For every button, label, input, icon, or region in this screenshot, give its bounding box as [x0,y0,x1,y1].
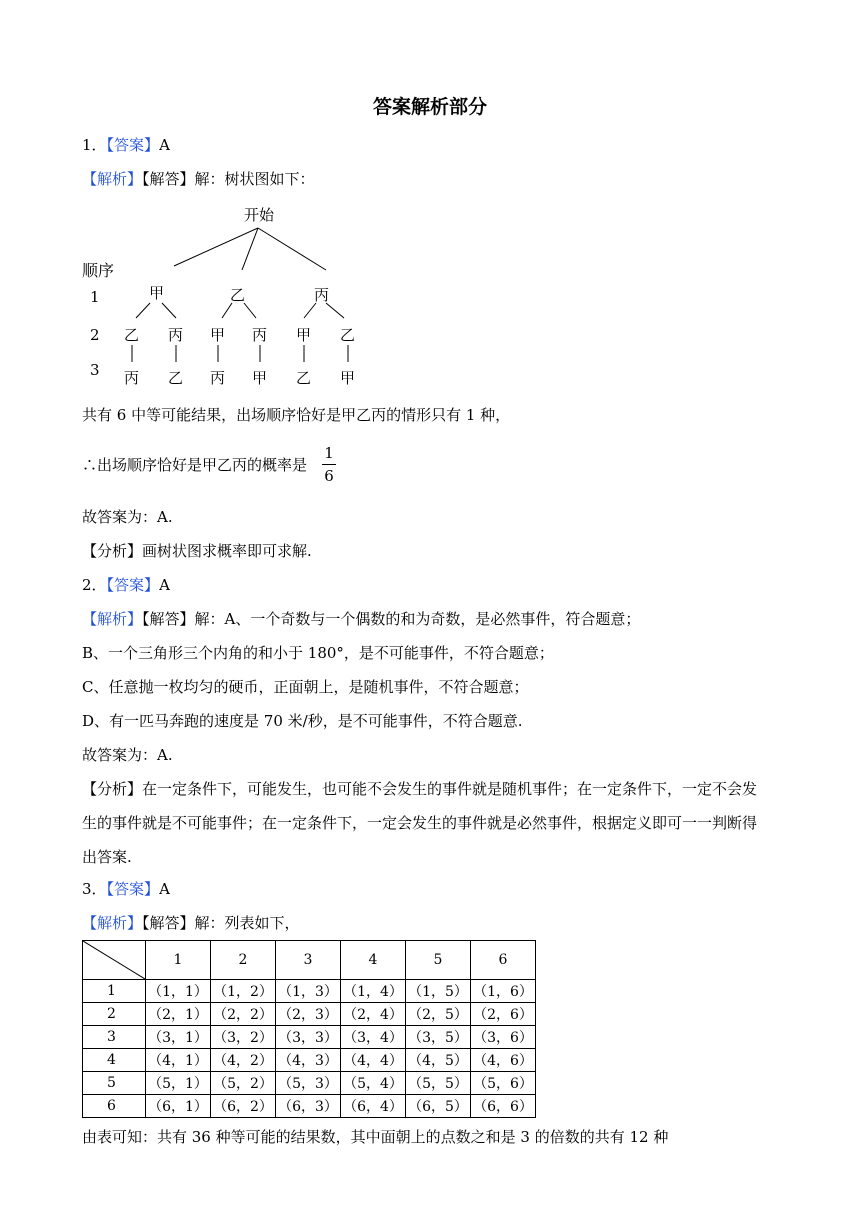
table-cell: （4，3） [276,1049,341,1072]
tree-node: 丙 [210,369,226,387]
table-cell: （2，6） [471,1003,536,1026]
table-cell: （3，1） [146,1026,211,1049]
table-cell: （4，5） [406,1049,471,1072]
table-cell: （2，5） [406,1003,471,1026]
fraction-denominator: 6 [324,467,334,485]
q3-analysis-tag: 【解析】 [82,914,143,932]
table-cell: （4，1） [146,1049,211,1072]
table-cell: （1，5） [406,980,471,1003]
q3-result-line: 由表可知：共有 36 种等可能的结果数，其中面朝上的点数之和是 3 的倍数的共有 12 种 [82,1128,669,1146]
tree-node: 丙 [314,286,330,304]
table-header-cell: 6 [471,941,536,980]
table-cell: （3，2） [211,1026,276,1049]
q1-analysis-tag: 【解析】 [82,170,143,188]
q3-answer-tag: 【答案】 [106,880,160,898]
tree-node: 甲 [296,326,312,344]
q1-fenxi-line [82,540,312,562]
q1-solution-tag: 【解答】 [142,170,195,188]
q1-analysis-line [82,168,315,190]
table-row [83,980,536,1003]
q3-answer-line [82,878,170,900]
table-cell: （4，6） [471,1049,536,1072]
q2-line-a: 解：A、一个奇数与一个偶数的和为奇数，是必然事件，符合题意； [194,610,641,628]
table-header-cell: 1 [146,941,211,980]
table-header-cell: 5 [406,941,471,980]
table-cell: （1，4） [341,980,406,1003]
table-row-label: 5 [83,1072,146,1095]
q3-answer: A [159,880,170,898]
table-cell: （1，3） [276,980,341,1003]
q2-answer: A [159,576,170,594]
fraction-bar [322,464,336,465]
table-row [83,1003,536,1026]
table-header-cell: 3 [276,941,341,980]
q1-answer-line [82,134,170,156]
table-cell: （6，3） [276,1095,341,1118]
table-cell: （4，4） [341,1049,406,1072]
q2-line-c: C、任意抛一枚均匀的硬币，正面朝上，是随机事件，不符合题意； [82,678,529,696]
table-cell: （5，2） [211,1072,276,1095]
table-cell: （2，3） [276,1003,341,1026]
q2-line-d: D、有一匹马奔跑的速度是 70 米/秒，是不可能事件，不符合题意. [82,712,523,730]
q2-solution-tag: 【解答】 [142,610,195,628]
table-cell: （6，2） [211,1095,276,1118]
tree-order-label: 顺序 [82,261,115,280]
table-cell: （1，2） [211,980,276,1003]
tree-node: 乙 [296,369,312,387]
table-corner [83,941,146,980]
q3-number: 3． [82,880,107,898]
q1-number: 1． [82,136,107,154]
table-row [83,1072,536,1095]
q1-prob-fraction [322,444,336,485]
page-title: 答案解析部分 [372,96,487,118]
table-header-row [83,941,536,980]
q2-fenxi-1: 在一定条件下，可能发生，也可能不会发生的事件就是随机事件；在一定条件下，一定不会发 [142,780,758,798]
q2-fenxi-line-1 [82,778,757,800]
q2-fenxi-line-3: 出答案. [82,848,132,866]
q2-line-b: B、一个三角形三个内角的和小于 180°，是不可能事件，不符合题意； [82,644,554,662]
tree-node: 甲 [252,369,268,387]
table-row-label: 1 [83,980,146,1003]
table-row-label: 6 [83,1095,146,1118]
q1-result-line: 共有 6 中等可能结果，出场顺序恰好是甲乙丙的情形只有 1 种， [82,406,511,424]
tree-level-1: 1 [90,288,100,306]
table-cell: （6，5） [406,1095,471,1118]
q1-conclusion: 故答案为：A. [82,508,173,526]
q2-conclusion: 故答案为：A. [82,746,173,764]
table-cell: （5，1） [146,1072,211,1095]
table-cell: （4，2） [211,1049,276,1072]
table-cell: （3，5） [406,1026,471,1049]
q1-answer-tag: 【答案】 [106,136,160,154]
table-row [83,1049,536,1072]
table-header-cell: 4 [341,941,406,980]
tree-node: 丙 [252,326,268,344]
table-row [83,1095,536,1118]
table-cell: （1，1） [146,980,211,1003]
table-cell: （2，1） [146,1003,211,1026]
table-row-label: 2 [83,1003,146,1026]
table-cell: （5，4） [341,1072,406,1095]
table-cell: （2，4） [341,1003,406,1026]
q2-answer-tag: 【答案】 [106,576,160,594]
q3-intro: 解：列表如下， [194,914,300,932]
q2-analysis-tag: 【解析】 [82,610,143,628]
q1-fenxi: 画树状图求概率即可求解. [142,542,312,560]
q2-fenxi-line-2: 生的事件就是不可能事件；在一定条件下，一定会发生的事件就是必然事件，根据定义即可一一判断得 [82,814,758,832]
q1-intro: 解：树状图如下： [194,170,315,188]
q2-fenxi-tag: 【分析】 [82,780,143,798]
outcome-table [82,940,536,1118]
tree-node: 乙 [168,369,184,387]
diagonal-line [83,941,145,979]
tree-node: 甲 [210,326,226,344]
table-cell: （3，6） [471,1026,536,1049]
tree-node: 丙 [168,326,184,344]
q1-fenxi-tag: 【分析】 [82,542,143,560]
table-cell: （3，4） [341,1026,406,1049]
fraction-numerator: 1 [324,444,334,462]
q2-number: 2． [82,576,107,594]
tree-node: 乙 [230,286,246,304]
q1-answer: A [159,136,170,154]
tree-node: 乙 [340,326,356,344]
tree-node: 甲 [340,369,356,387]
q3-analysis-line [82,912,300,934]
q2-analysis-line [82,608,640,630]
table-row [83,1026,536,1049]
table-row-label: 3 [83,1026,146,1049]
tree-node: 甲 [149,284,165,302]
tree-node: 乙 [124,326,140,344]
tree-diagram [82,200,382,395]
table-cell: （6，4） [341,1095,406,1118]
table-cell: （3，3） [276,1026,341,1049]
table-cell: （5，5） [406,1072,471,1095]
table-row-label: 4 [83,1049,146,1072]
table-cell: （6，6） [471,1095,536,1118]
table-cell: （6，1） [146,1095,211,1118]
q1-prob-line: ∴出场顺序恰好是甲乙丙的概率是 [82,456,308,474]
tree-node: 丙 [124,369,140,387]
table-cell: （2，2） [211,1003,276,1026]
q2-answer-line [82,574,170,596]
table-cell: （5，6） [471,1072,536,1095]
tree-level-3: 3 [90,361,100,379]
table-header-cell: 2 [211,941,276,980]
tree-level-2: 2 [90,326,100,344]
tree-start: 开始 [244,206,275,224]
q3-solution-tag: 【解答】 [142,914,195,932]
table-cell: （1，6） [471,980,536,1003]
table-cell: （5，3） [276,1072,341,1095]
